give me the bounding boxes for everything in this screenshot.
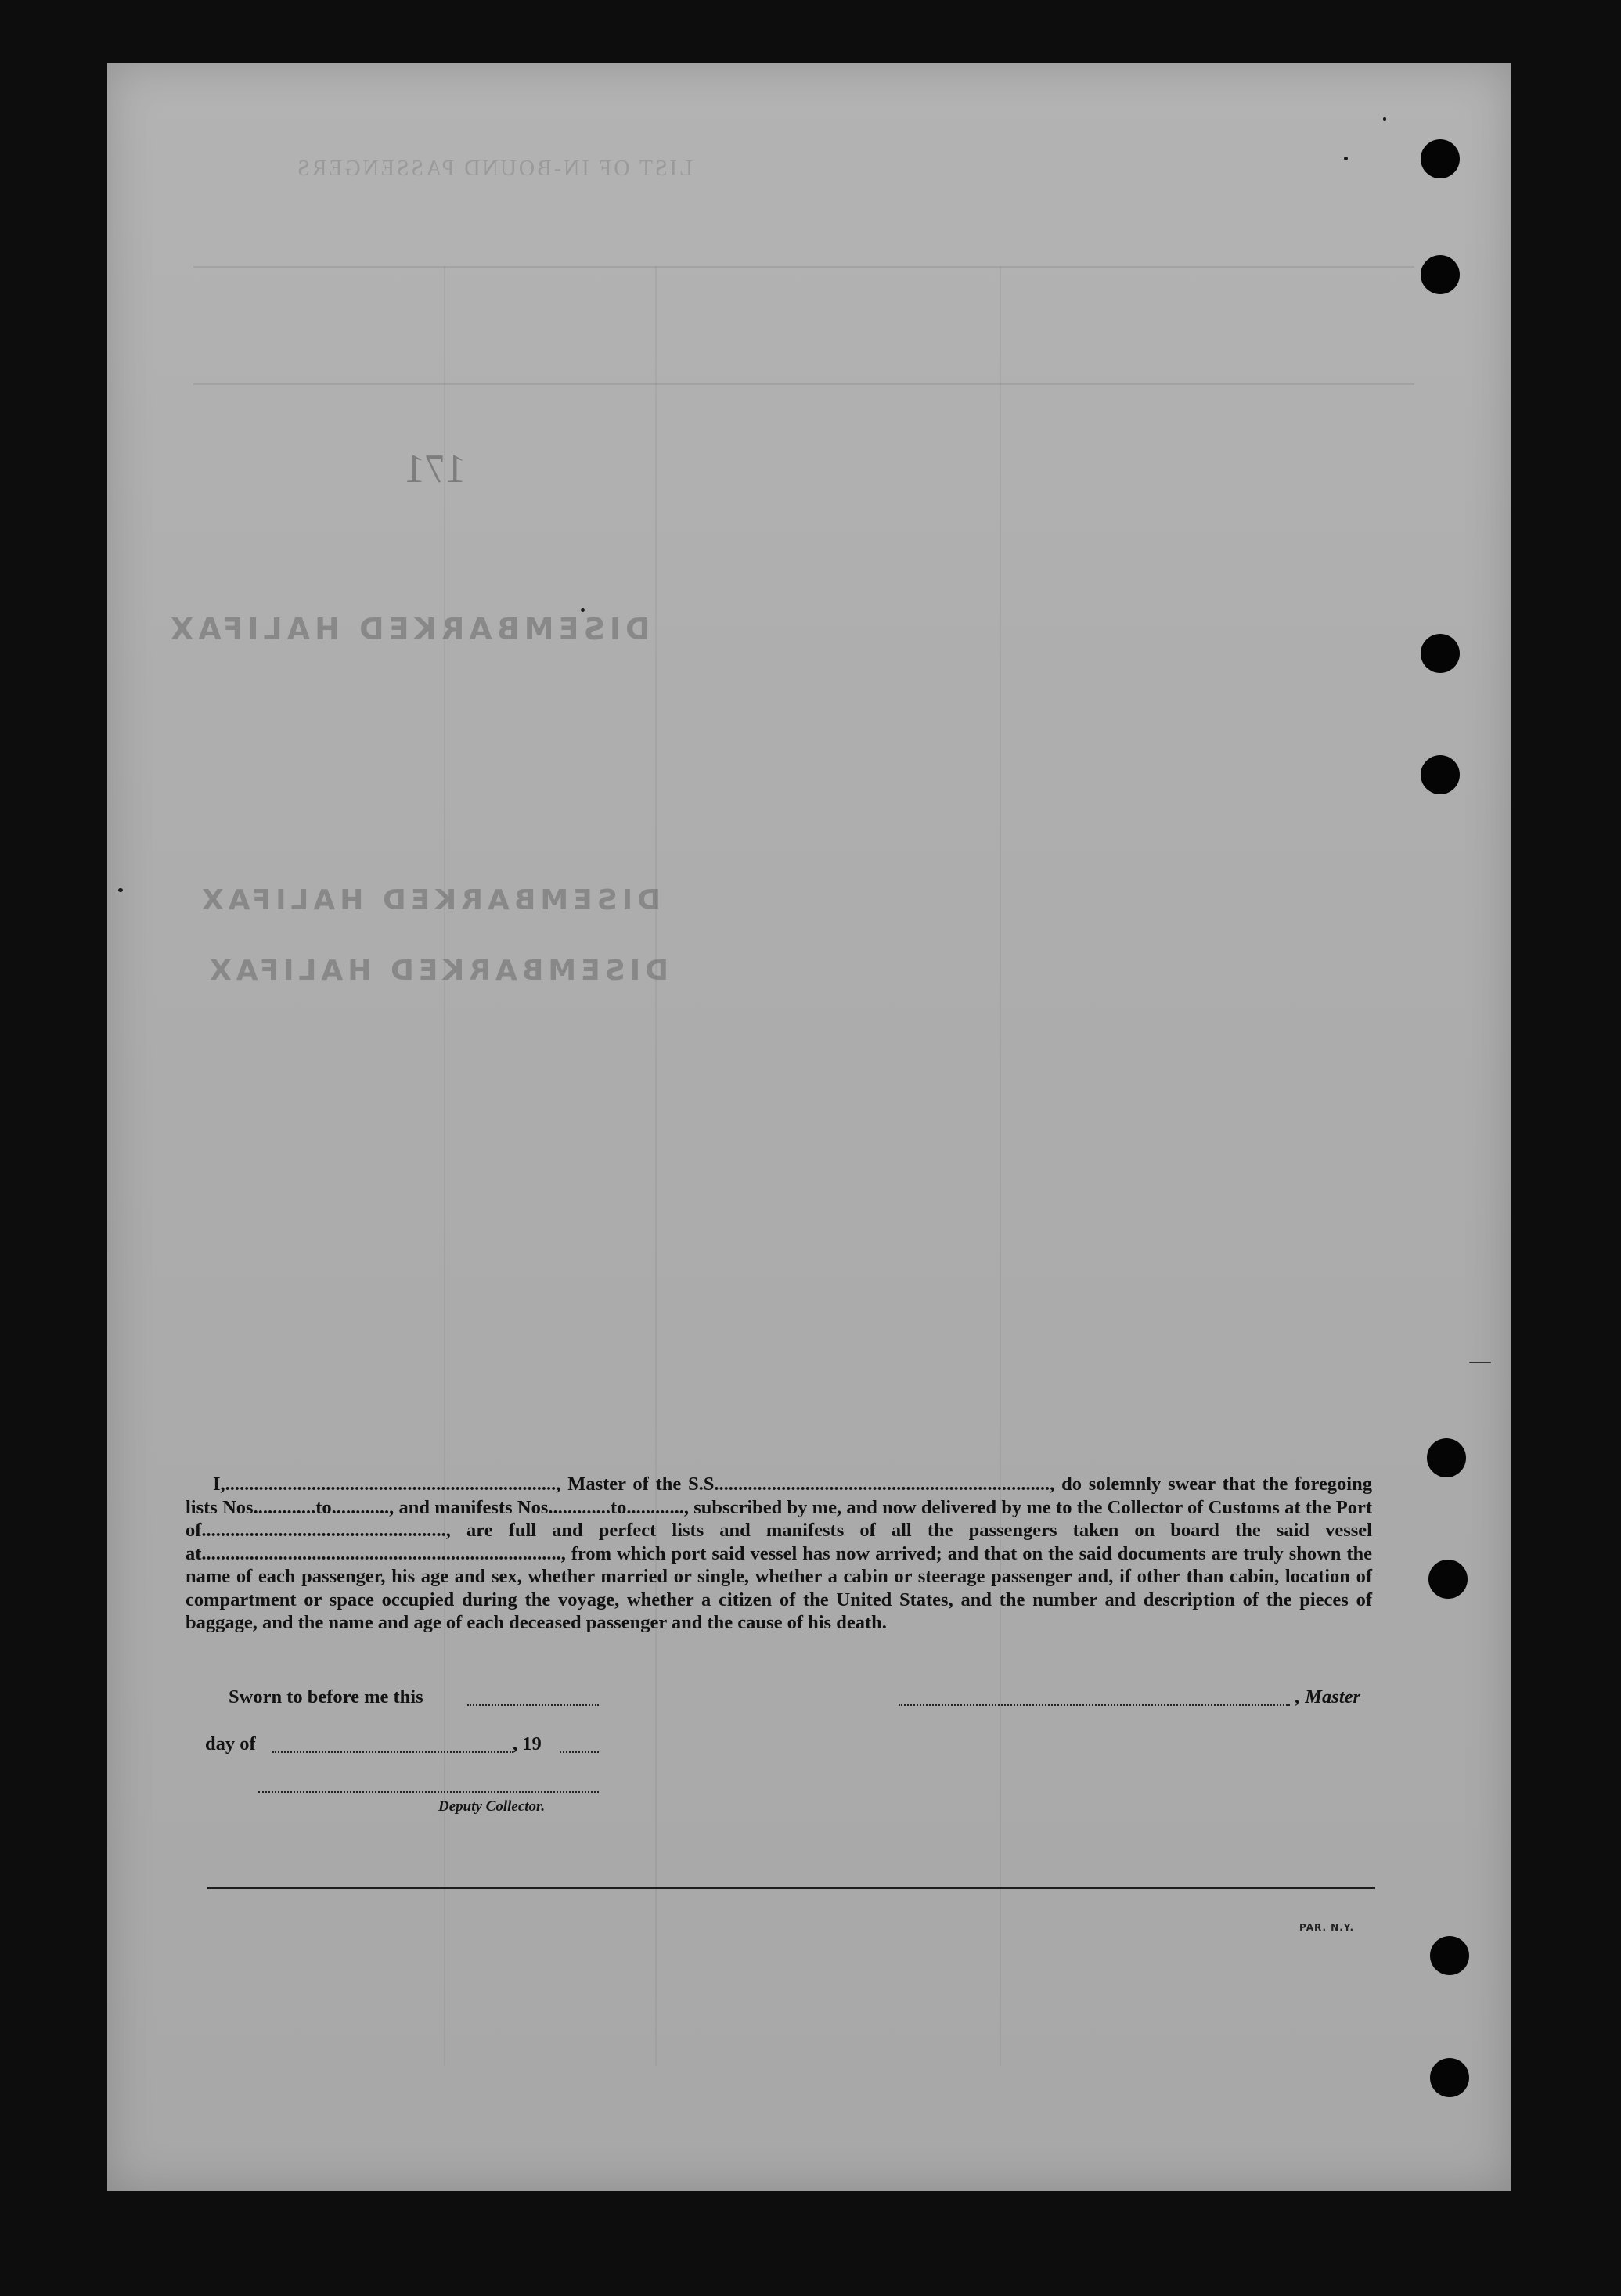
punch-hole (1430, 2058, 1469, 2097)
sworn-label: Sworn to before me this (229, 1686, 423, 1708)
bleed-through-column (655, 266, 657, 2066)
punch-hole (1421, 755, 1460, 794)
bleed-through-header: LIST OF IN-BOUND PASSENGERS (295, 157, 693, 181)
bleed-through-stamp: DISEMBARKED HALIFAX (197, 884, 661, 916)
bleed-through-rule (193, 266, 1414, 268)
dust-speck (581, 608, 585, 612)
punch-hole (1421, 634, 1460, 673)
bleed-through-rule (193, 383, 1414, 385)
oath-text: I,....................................................................., Master of the S.S......................................................................, do solemnly swear that the foregoing lists Nos.............to............, and manifests Nos.............to............, subscribed by me, and now delivered by me to the Collector of Customs at the Port of..................................................., are full and perfect lists and manifests of all the passengers taken on board the said vessel at..........................................................................., from which port said vessel has now arrived; and that on the said documents are truly shown the name of each passenger, his age and sex, whether married or single, whether a cabin or steerage passenger and, if other than cabin, location of compartment or space occupied during the voyage, whether a citizen of the United States, and the number and description of the pieces of baggage, and the name and age of each deceased passenger and the cause of his death. (186, 1474, 1372, 1633)
manifest-sheet (107, 63, 1511, 2191)
bleed-through-column (444, 266, 445, 2066)
bleed-through-stamp: DISEMBARKED HALIFAX (166, 612, 650, 646)
master-signature-line (899, 1704, 1290, 1706)
dust-speck (118, 888, 123, 892)
deputy-collector-label: Deputy Collector. (438, 1798, 546, 1815)
bleed-through-stamp: DISEMBARKED HALIFAX (205, 955, 668, 987)
punch-hole (1427, 1438, 1466, 1477)
master-oath-paragraph (186, 1473, 1372, 1635)
day-of-label: day of (205, 1733, 256, 1754)
dust-speck (1344, 157, 1348, 160)
bleed-through-column (1000, 266, 1001, 2066)
master-label: , Master (1295, 1686, 1361, 1708)
year-label: , 19 (513, 1733, 542, 1754)
bleed-through-page-number: 171 (405, 447, 466, 491)
day-of-line (272, 1751, 513, 1753)
deputy-signature-line (258, 1791, 599, 1793)
sworn-date-line (467, 1704, 599, 1706)
punch-hole (1421, 255, 1460, 294)
punch-hole (1428, 1560, 1468, 1599)
punch-hole (1430, 1936, 1469, 1975)
dust-speck (1383, 117, 1386, 121)
bottom-rule (207, 1887, 1375, 1889)
punch-hole (1421, 139, 1460, 178)
form-code: PAR. N.Y. (1299, 1922, 1355, 1933)
year-line (560, 1751, 599, 1753)
dust-speck (1469, 1362, 1491, 1363)
